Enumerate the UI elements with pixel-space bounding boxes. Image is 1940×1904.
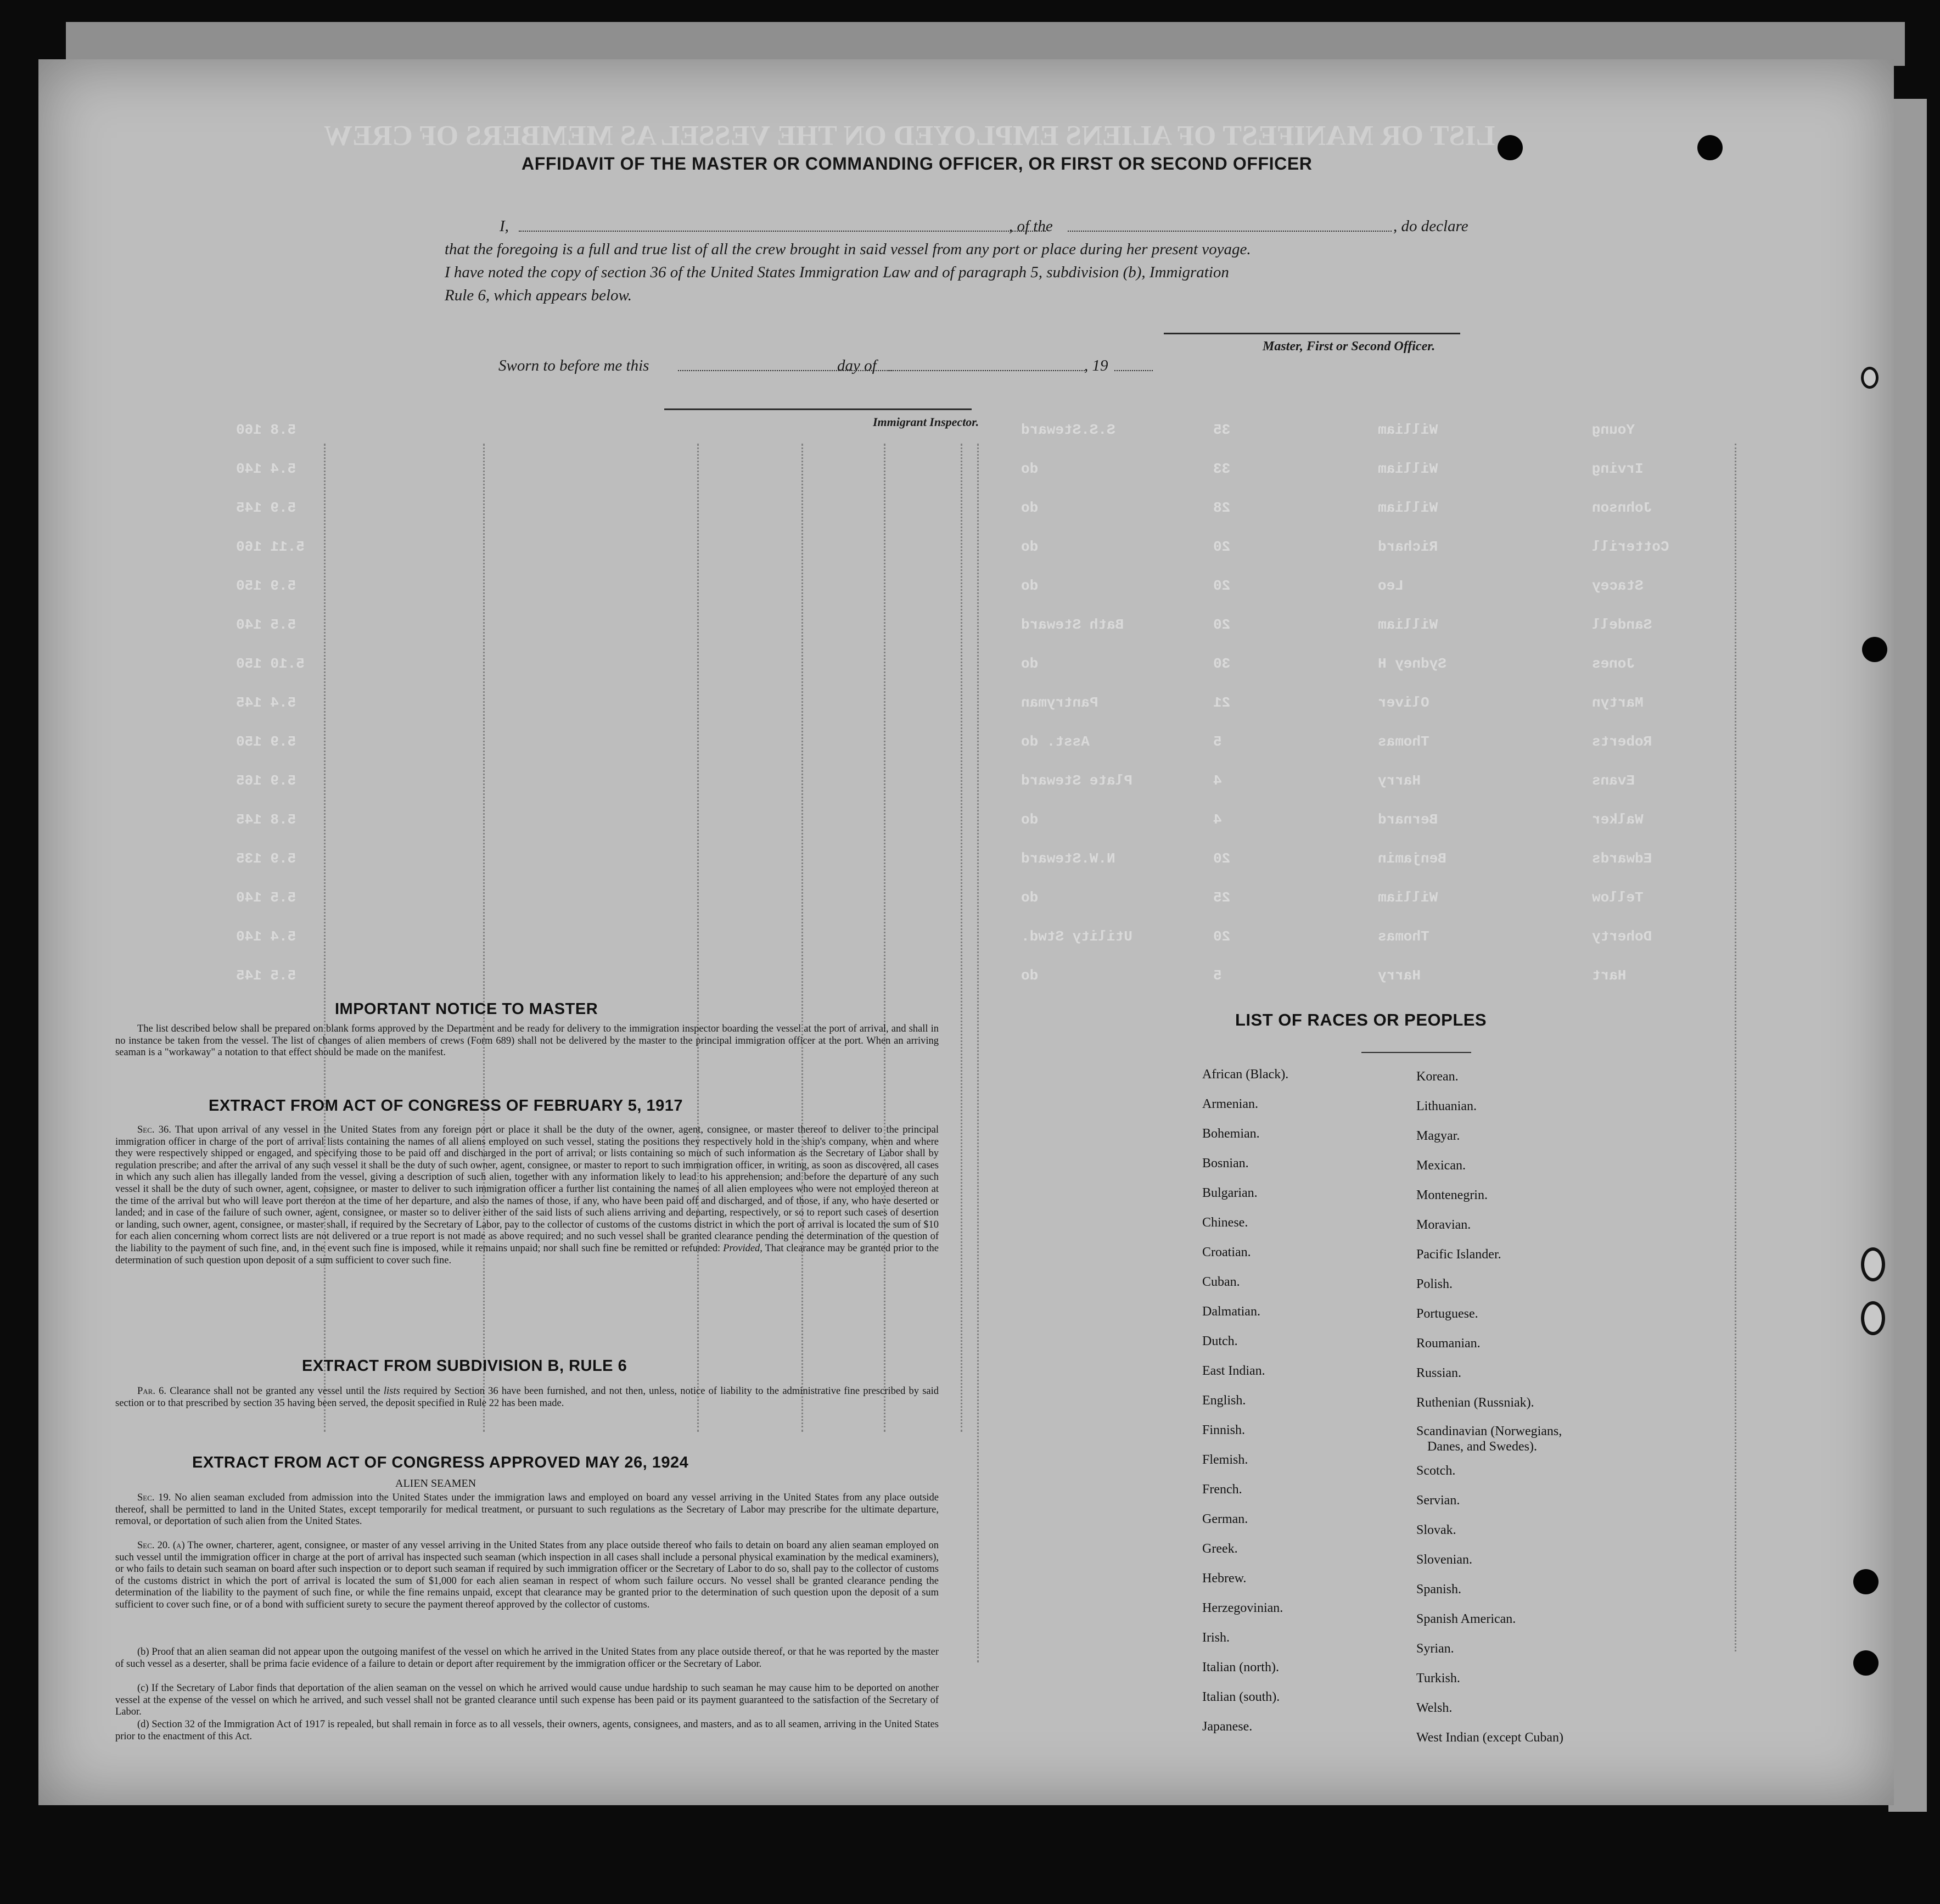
race-item: Russian. [1416, 1366, 1462, 1380]
affidavit-declare-label: , do declare [1393, 217, 1468, 235]
bleedthrough-cell: Cotterill [1592, 539, 1669, 555]
bleedthrough-cell: 20 [1213, 539, 1231, 555]
inspector-caption: Immigrant Inspector. [873, 415, 979, 429]
race-item: Danes, and Swedes). [1427, 1440, 1537, 1454]
bleedthrough-cell: Irving [1592, 461, 1644, 477]
section-36-text: That upon arrival of any vessel in the United States from any foreign port or place it shall be the duty of the owner, agent, consignee, or master thereof to deliver to the principal immigration officer in charge of the port of arrival lists containing the names of all aliens employed on such vessel, stating the positions they respectively hold in the ship's company, when and where they were respectively shipped or engaged, and specifying those to be paid off and discharged in the port of arrival; or lists containing so much of such information as the Secretary of Labor shall by regulation prescribe; and after the arrival of any such vessel it shall be the duty of such owner, agent, consignee, or master to report to such immigration officer, in writing, as soon as discovered, all cases in which any such alien has illegally landed from the vessel, giving a description of such alien, together with any information likely to lead to his apprehension; and before the departure of any such vessel it shall be the duty of such owner, agent, consignee, or master to deliver to such immigration officer a further list containing the names of all alien employees who were not employed thereon at the time of the arrival but who will leave port thereon at the time of her departure, and also the names of those, if any, who have been paid off and discharged, and of those, if any, who have deserted or landed; and in case of the failure of such owner, agent, consignee, or master so to deliver either of the said lists of such aliens arriving and departing, respectively, or so to report such cases of desertion or landing, such owner, agent, consignee, or master shall, if required by the Secretary of Labor, pay to the collector of customs of the customs district in which the port of arrival is located the sum of $10 for each alien concerning whom correct lists are not delivered or a true report is not made as above required; and no such vessel shall be granted clearance pending the determination of the question of the liability to the payment of such fine, and, in the event such fine is imposed, while it remains unpaid; nor shall such fine be remitted or refunded: [115, 1124, 939, 1254]
race-item: Italian (south). [1202, 1690, 1280, 1704]
bleedthrough-cell: 5.5 145 [236, 967, 296, 984]
column-rule [977, 444, 979, 1662]
bleedthrough-cell: Utility Stwd. [1021, 928, 1132, 945]
race-item: Korean. [1416, 1069, 1459, 1084]
bleedthrough-cell: do [1021, 811, 1039, 828]
sec20d-label: (d) [137, 1719, 149, 1730]
race-item: East Indian. [1202, 1364, 1265, 1378]
race-item: Armenian. [1202, 1097, 1258, 1111]
race-item: German. [1202, 1512, 1248, 1526]
race-item: Portuguese. [1416, 1307, 1478, 1321]
proviso-word: Provided, [723, 1242, 762, 1254]
affidavit-line-4: Rule 6, which appears below. [445, 287, 632, 304]
bleedthrough-cell: 5.8 145 [236, 811, 296, 828]
sec20b-label: (b) [137, 1647, 149, 1657]
bleedthrough-cell: Jones [1592, 656, 1635, 672]
bleedthrough-cell: 28 [1213, 500, 1231, 516]
bleedthrough-cell: 20 [1213, 850, 1231, 867]
race-item: Scotch. [1416, 1464, 1456, 1478]
column-rule [697, 444, 699, 1432]
binder-hole [1861, 1301, 1885, 1335]
column-rule [801, 444, 803, 1432]
sec19-body: No alien seaman excluded from admission into the United States under the immigration laws and employed on board any vessel arriving in the United States from any place outside thereof, shall be permitted to land in the United States, except temporarily for medical treatment, or pursuant to such regulations as the Secretary of Labor may prescribe for the ultimate departure, removal, or deportation of such alien from the United States. [115, 1492, 939, 1527]
bleedthrough-cell: 25 [1213, 889, 1231, 906]
bleedthrough-cell: 5.9 135 [236, 850, 296, 867]
bleedthrough-cell: William [1378, 422, 1438, 438]
race-item: Bulgarian. [1202, 1186, 1258, 1200]
bleedthrough-cell: 21 [1213, 695, 1231, 711]
affidavit-i-label: I, [500, 217, 509, 235]
bleedthrough-cell: 5.4 140 [236, 461, 296, 477]
bleedthrough-cell: Edwards [1592, 850, 1652, 867]
proviso-text: That clearance may be granted prior to the determination of such question upon deposit of a sum sufficient to cover such fine. [115, 1242, 939, 1266]
alien-seamen-subtitle: ALIEN SEAMEN [395, 1477, 476, 1489]
bleedthrough-cell: Plate Steward [1021, 772, 1132, 789]
bleedthrough-cell: Hart [1592, 967, 1627, 984]
bleedthrough-cell: do [1021, 500, 1039, 516]
bleedthrough-cell: Benjamin [1378, 850, 1446, 867]
race-item: Croatian. [1202, 1245, 1251, 1259]
binder-hole [1853, 1650, 1879, 1676]
affidavit-line-3: I have noted the copy of section 36 of the United States Immigration Law and of paragraph 5, subdivision (b), Immigration [445, 264, 1229, 281]
sec20a-label: Sec. 20. (a) [137, 1540, 185, 1551]
race-item: Bosnian. [1202, 1156, 1249, 1171]
extract-rule6-title: EXTRACT FROM SUBDIVISION B, RULE 6 [302, 1357, 627, 1375]
race-item: Slovak. [1416, 1523, 1456, 1537]
bleedthrough-cell: 5.9 150 [236, 733, 296, 750]
affidavit-line-2: that the foregoing is a full and true list of all the crew brought in said vessel from any port or place during her present voyage. [445, 240, 1251, 258]
bleedthrough-cell: Sydney H [1378, 656, 1446, 672]
bleedthrough-cell: 20 [1213, 578, 1231, 594]
bleedthrough-cell: 5.5 140 [236, 617, 296, 633]
race-item: French. [1202, 1482, 1242, 1497]
bleedthrough-cell: Bernard [1378, 811, 1438, 828]
extract-1917-title: EXTRACT FROM ACT OF CONGRESS OF FEBRUARY 5, 1917 [209, 1097, 683, 1115]
bleedthrough-cell: do [1021, 461, 1039, 477]
signature-caption: Master, First or Second Officer. [1263, 339, 1436, 354]
race-item: African (Black). [1202, 1067, 1289, 1082]
column-rule [324, 444, 326, 1432]
race-item: Lithuanian. [1416, 1099, 1477, 1113]
race-item: Spanish. [1416, 1582, 1462, 1597]
bleedthrough-cell: 5 [1213, 967, 1222, 984]
sworn-day-label: day of [837, 357, 877, 374]
bleedthrough-cell: Thomas [1378, 733, 1429, 750]
sec20a-text [115, 1540, 939, 1611]
bleedthrough-cell: William [1378, 889, 1438, 906]
bleedthrough-cell: S.S.Steward [1021, 422, 1115, 438]
race-item: Flemish. [1202, 1453, 1248, 1467]
bleedthrough-cell: Sandell [1592, 617, 1652, 633]
races-title: LIST OF RACES OR PEOPLES [1235, 1010, 1487, 1029]
master-name-field[interactable] [519, 231, 1046, 232]
bleedthrough-cell: Roberts [1592, 733, 1652, 750]
bleedthrough-cell: Richard [1378, 539, 1438, 555]
bleedthrough-cell: 5.5 140 [236, 889, 296, 906]
bleedthrough-cell: Asst. do [1021, 733, 1090, 750]
race-item: Welsh. [1416, 1701, 1453, 1715]
bleedthrough-cell: William [1378, 500, 1438, 516]
sec19-label: Sec. 19. [137, 1492, 171, 1503]
race-item: Herzegovinian. [1202, 1601, 1283, 1615]
race-item: Ruthenian (Russniak). [1416, 1396, 1534, 1410]
race-item: English. [1202, 1393, 1246, 1408]
race-item: Bohemian. [1202, 1127, 1260, 1141]
manifest-page [38, 59, 1894, 1805]
race-item: Polish. [1416, 1277, 1453, 1291]
bleedthrough-cell: Bath Steward [1021, 617, 1124, 633]
binder-hole [1861, 367, 1879, 389]
sec20c-label: (c) [137, 1683, 149, 1694]
race-item: Servian. [1416, 1493, 1460, 1508]
sec20b-text [115, 1647, 939, 1670]
sec20b-body: Proof that an alien seaman did not appear upon the outgoing manifest of the vessel on which he arrived in the United States from any place outside thereof, or that he was reported by the master of such vessel as a deserter, shall be prima facie evidence of a failure to detain or deport after requirement by the immigration officer or the Secretary of Labor. [115, 1647, 939, 1670]
race-item: Finnish. [1202, 1423, 1246, 1437]
bleedthrough-cell: 20 [1213, 928, 1231, 945]
bleedthrough-cell: do [1021, 656, 1039, 672]
race-item: Slovenian. [1416, 1553, 1472, 1567]
bleedthrough-cell: Harry [1378, 967, 1421, 984]
race-item: Mexican. [1416, 1158, 1466, 1173]
lists-word: lists [383, 1386, 400, 1397]
column-rule [884, 444, 885, 1432]
bleedthrough-cell: 5.4 140 [236, 928, 296, 945]
extract-rule6-body [115, 1386, 939, 1409]
bleedthrough-cell: 5.11 160 [236, 539, 305, 555]
bleedthrough-cell: Leo [1378, 578, 1404, 594]
bleedthrough-cell: 33 [1213, 461, 1231, 477]
bleedthrough-cell: 5 [1213, 733, 1222, 750]
master-signature-field[interactable] [1164, 333, 1460, 334]
paragraph-label: Par. 6. [137, 1386, 167, 1397]
race-item: Turkish. [1416, 1671, 1460, 1685]
sec20c-text [115, 1683, 939, 1718]
binder-hole [1498, 135, 1523, 160]
bleedthrough-cell: 30 [1213, 656, 1231, 672]
inspector-signature-field[interactable] [664, 408, 972, 410]
binder-hole [1862, 637, 1887, 662]
bleedthrough-cell: Thomas [1378, 928, 1429, 945]
bleedthrough-cell: 4 [1213, 811, 1222, 828]
binder-hole [1697, 135, 1723, 160]
extract-1917-body [115, 1124, 939, 1267]
race-item: Dutch. [1202, 1334, 1238, 1348]
rule6-text-b: required by Section 36 have been furnished, and not then, unless, notice of liability to the administrative fine prescribed by said section or to that prescribed by section 35 having been served, the deposit specified in Rule 22 has been made. [115, 1386, 939, 1409]
race-item: Dalmatian. [1202, 1304, 1260, 1319]
bleedthrough-cell: Stacey [1592, 578, 1644, 594]
bleedthrough-cell: 5.4 145 [236, 695, 296, 711]
section-label: Sec. 36. [137, 1124, 171, 1135]
notice-title: IMPORTANT NOTICE TO MASTER [335, 1000, 598, 1018]
bleedthrough-cell: do [1021, 578, 1039, 594]
column-rule [483, 444, 485, 1432]
binder-hole [1853, 1569, 1879, 1594]
race-item: Greek. [1202, 1542, 1238, 1556]
vessel-name-field[interactable] [1068, 231, 1392, 232]
bleedthrough-cell: do [1021, 889, 1039, 906]
bleedthrough-cell: 35 [1213, 422, 1231, 438]
notice-body: The list described below shall be prepared on blank forms approved by the Department and be ready for delivery to the immigration inspector boarding the vessel at the port of arrival, and shall in no instance be taken from the vessel. The list of changes of alien members of crews (Form 689) shall not be delivered by the master to the principal immigration officer at the port. When an arriving seaman is a "workaway" a notation to that effect should be made on the manifest. [115, 1023, 939, 1059]
race-item: Japanese. [1202, 1720, 1253, 1734]
sec20d-text [115, 1719, 939, 1743]
rule6-text-a: Clearance shall not be granted any vessel until the [170, 1386, 380, 1397]
race-item: Pacific Islander. [1416, 1247, 1501, 1262]
bleedthrough-cell: William [1378, 617, 1438, 633]
race-item: Magyar. [1416, 1129, 1460, 1143]
bleedthrough-cell: Harry [1378, 772, 1421, 789]
bleedthrough-cell: N.W.Steward [1021, 850, 1115, 867]
bleedthrough-cell: Doherty [1592, 928, 1652, 945]
bleedthrough-cell: Young [1592, 422, 1635, 438]
race-item: Hebrew. [1202, 1571, 1247, 1586]
bleedthrough-cell: 5.9 165 [236, 772, 296, 789]
race-item: Roumanian. [1416, 1336, 1481, 1351]
affidavit-of-label: , of the [1009, 217, 1053, 235]
bleedthrough-cell: 20 [1213, 617, 1231, 633]
race-item: Cuban. [1202, 1275, 1240, 1289]
bleedthrough-cell: William [1378, 461, 1438, 477]
column-rule [961, 444, 962, 1432]
race-item: Chinese. [1202, 1216, 1248, 1230]
sec20a-body: The owner, charterer, agent, consignee, or master of any vessel arriving in the United States from any place outside thereof who fails to detain on board any alien seaman employed on such vessel until the immigration officer in charge at the port of arrival has inspected such seaman (which inspection in all cases shall include a personal physical examination by the medical examiners), or who fails to detain such seaman on board after such inspection or to deport such seaman if required by such immigration officer or the Secretary of Labor to do so, shall pay to the collector of customs of the customs district in which the port of arrival is located the sum of $1,000 for each alien seaman in respect of whom such failure occurs. No vessel shall be granted clearance pending the determination of the liability to the payment of such fine, or while the fine remains unpaid, except that clearance may be granted prior to the determination of such question upon the deposit of a sum sufficient to cover such fine, or of a bond with sufficient surety to secure the payment thereof approved by the collector of customs. [115, 1540, 939, 1610]
bleedthrough-cell: Walker [1592, 811, 1644, 828]
race-item: Irish. [1202, 1631, 1230, 1645]
extract-1924-title: EXTRACT FROM ACT OF CONGRESS APPROVED MAY 26, 1924 [192, 1454, 689, 1471]
bleedthrough-cell: 5.9 150 [236, 578, 296, 594]
page-edge [1888, 99, 1927, 1812]
binder-hole [1861, 1247, 1885, 1281]
bleedthrough-header: LIST OR MANIFEST OF ALIENS EMPLOYED ON THE VESSEL AS MEMBERS OF CREW [324, 120, 1495, 152]
race-item: Moravian. [1416, 1218, 1471, 1232]
sec20c-body: If the Secretary of Labor finds that deportation of the alien seaman on the vessel on which he arrived would cause undue hardship to such seaman he may cause him to be deported on another vessel at the expense of the vessel on which he arrived, and such vessel shall not be granted clearance until such expense has been paid or its payment guaranteed to the satisfaction of the Secretary of Labor. [115, 1683, 939, 1718]
race-item: Spanish American. [1416, 1612, 1516, 1626]
bleedthrough-cell: Tellow [1592, 889, 1644, 906]
bleedthrough-cell: Johnson [1592, 500, 1652, 516]
race-item: Scandinavian (Norwegians, [1416, 1424, 1562, 1438]
sec20d-body: Section 32 of the Immigration Act of 1917 is repealed, but shall remain in force as to all vessels, their owners, agents, consignees, and masters, and as to all seamen, arriving in the United States prior to the enactment of this Act. [115, 1719, 939, 1742]
sec19-text [115, 1492, 939, 1528]
column-rule [1735, 444, 1736, 1651]
bleedthrough-cell: 5.9 145 [236, 500, 296, 516]
affidavit-title: AFFIDAVIT OF THE MASTER OR COMMANDING OFFICER, OR FIRST OR SECOND OFFICER [522, 154, 1313, 173]
bleedthrough-cell: do [1021, 539, 1039, 555]
bleedthrough-cell: do [1021, 967, 1039, 984]
race-item: West Indian (except Cuban) [1416, 1731, 1563, 1745]
sworn-year-field[interactable] [1114, 370, 1153, 371]
sworn-year-label: , 19 [1084, 357, 1108, 374]
race-item: Montenegrin. [1416, 1188, 1488, 1202]
bleedthrough-cell: 4 [1213, 772, 1222, 789]
bleedthrough-cell: 5.8 160 [236, 422, 296, 438]
races-title-rule [1361, 1052, 1471, 1053]
bleedthrough-cell: 5.10 150 [236, 656, 305, 672]
bleedthrough-cell: Evans [1592, 772, 1635, 789]
race-item: Italian (north). [1202, 1660, 1279, 1675]
sworn-prefix: Sworn to before me this [498, 357, 649, 374]
sworn-month-field[interactable] [887, 370, 1087, 371]
bleedthrough-cell: Pantryman [1021, 695, 1098, 711]
race-item: Syrian. [1416, 1642, 1454, 1656]
bleedthrough-cell: Martyn [1592, 695, 1644, 711]
bleedthrough-cell: Oliver [1378, 695, 1429, 711]
